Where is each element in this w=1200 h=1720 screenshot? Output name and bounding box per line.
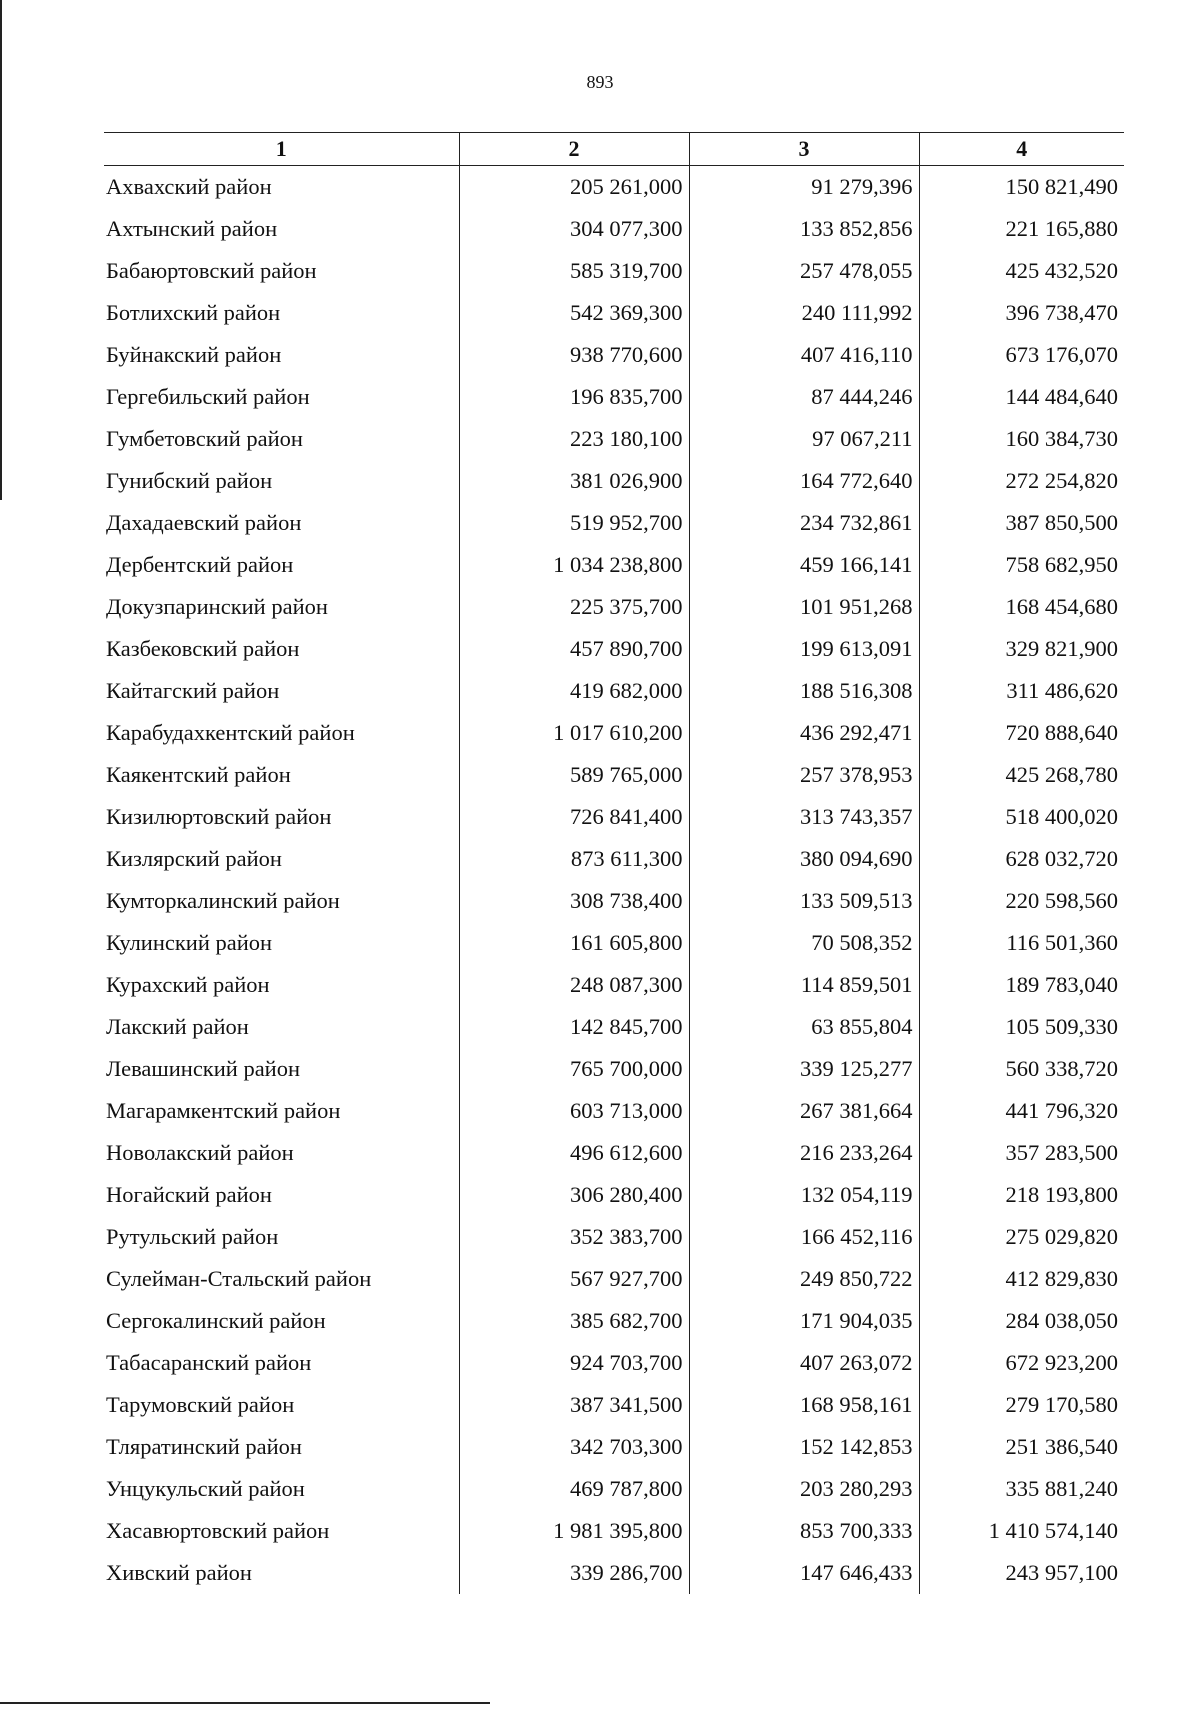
table-row [104, 796, 1124, 838]
column-2-value: 223 180,100 [459, 418, 689, 460]
column-3-value: 436 292,471 [689, 712, 919, 754]
column-4-value: 396 738,470 [919, 292, 1124, 334]
column-2-value: 469 787,800 [459, 1468, 689, 1510]
table-row [104, 166, 1124, 209]
column-3-value: 257 478,055 [689, 250, 919, 292]
district-name-cell: Ногайский район [106, 1182, 272, 1207]
district-name-cell: Гунибский район [106, 468, 273, 493]
column-2-value: 496 612,600 [459, 1132, 689, 1174]
column-3-value: 203 280,293 [689, 1468, 919, 1510]
column-2-value: 304 077,300 [459, 208, 689, 250]
table-row [104, 1552, 1124, 1594]
column-3-value: 459 166,141 [689, 544, 919, 586]
column-2-value: 603 713,000 [459, 1090, 689, 1132]
column-2-value: 308 738,400 [459, 880, 689, 922]
column-4-value: 272 254,820 [919, 460, 1124, 502]
district-name-cell: Дербентский район [106, 552, 294, 577]
column-2-value: 567 927,700 [459, 1258, 689, 1300]
column-3-value: 188 516,308 [689, 670, 919, 712]
column-4-value: 116 501,360 [919, 922, 1124, 964]
column-2-value: 419 682,000 [459, 670, 689, 712]
column-3-value: 234 732,861 [689, 502, 919, 544]
column-3-value: 166 452,116 [689, 1216, 919, 1258]
column-2-value: 1 017 610,200 [459, 712, 689, 754]
column-header-4: 4 [919, 133, 1124, 166]
column-3-value: 133 852,856 [689, 208, 919, 250]
table-row [104, 712, 1124, 754]
bottom-rule [0, 1702, 490, 1704]
column-4-value: 441 796,320 [919, 1090, 1124, 1132]
column-2-value: 1 034 238,800 [459, 544, 689, 586]
district-name-cell: Курахский район [106, 972, 270, 997]
column-4-value: 560 338,720 [919, 1048, 1124, 1090]
budget-table-container [104, 132, 1124, 1594]
table-row [104, 838, 1124, 880]
column-2-value: 726 841,400 [459, 796, 689, 838]
column-3-value: 133 509,513 [689, 880, 919, 922]
column-4-value: 220 598,560 [919, 880, 1124, 922]
column-4-value: 628 032,720 [919, 838, 1124, 880]
column-3-value: 114 859,501 [689, 964, 919, 1006]
column-3-value: 63 855,804 [689, 1006, 919, 1048]
budget-table [104, 132, 1124, 1594]
district-name-cell: Левашинский район [106, 1056, 301, 1081]
table-row [104, 1006, 1124, 1048]
column-4-value: 673 176,070 [919, 334, 1124, 376]
column-3-value: 168 958,161 [689, 1384, 919, 1426]
district-name-cell: Тляратинский район [106, 1434, 302, 1459]
column-3-value: 70 508,352 [689, 922, 919, 964]
column-2-value: 519 952,700 [459, 502, 689, 544]
column-3-value: 101 951,268 [689, 586, 919, 628]
district-name-cell: Кизилюртовский район [106, 804, 332, 829]
column-4-value: 335 881,240 [919, 1468, 1124, 1510]
column-2-value: 225 375,700 [459, 586, 689, 628]
district-name-cell: Кайтагский район [106, 678, 280, 703]
column-3-value: 407 416,110 [689, 334, 919, 376]
table-row [104, 628, 1124, 670]
district-name-cell: Хивский район [106, 1560, 252, 1585]
column-4-value: 425 268,780 [919, 754, 1124, 796]
table-row [104, 1384, 1124, 1426]
column-4-value: 518 400,020 [919, 796, 1124, 838]
column-2-value: 924 703,700 [459, 1342, 689, 1384]
column-2-value: 248 087,300 [459, 964, 689, 1006]
column-4-value: 311 486,620 [919, 670, 1124, 712]
header-row [104, 133, 1124, 166]
column-3-value: 407 263,072 [689, 1342, 919, 1384]
column-4-value: 1 410 574,140 [919, 1510, 1124, 1552]
column-4-value: 279 170,580 [919, 1384, 1124, 1426]
district-name-cell: Каякентский район [106, 762, 291, 787]
district-name-cell: Докузпаринский район [106, 594, 328, 619]
district-name-cell: Рутульский район [106, 1224, 279, 1249]
column-3-value: 199 613,091 [689, 628, 919, 670]
district-name-cell: Гергебильский район [106, 384, 310, 409]
column-3-value: 171 904,035 [689, 1300, 919, 1342]
table-row [104, 964, 1124, 1006]
column-4-value: 144 484,640 [919, 376, 1124, 418]
column-3-value: 313 743,357 [689, 796, 919, 838]
column-2-value: 457 890,700 [459, 628, 689, 670]
column-3-value: 339 125,277 [689, 1048, 919, 1090]
district-name-cell: Ахвахский район [106, 174, 272, 199]
column-4-value: 189 783,040 [919, 964, 1124, 1006]
column-2-value: 339 286,700 [459, 1552, 689, 1594]
table-row [104, 1048, 1124, 1090]
column-2-value: 381 026,900 [459, 460, 689, 502]
column-4-value: 150 821,490 [919, 166, 1124, 209]
table-row [104, 754, 1124, 796]
table-row [104, 250, 1124, 292]
column-4-value: 168 454,680 [919, 586, 1124, 628]
table-body [104, 166, 1124, 1595]
district-name-cell: Буйнакский район [106, 342, 282, 367]
table-row [104, 880, 1124, 922]
column-header-3: 3 [689, 133, 919, 166]
table-row [104, 1468, 1124, 1510]
table-row [104, 1510, 1124, 1552]
column-3-value: 216 233,264 [689, 1132, 919, 1174]
column-3-value: 257 378,953 [689, 754, 919, 796]
column-2-value: 161 605,800 [459, 922, 689, 964]
column-4-value: 275 029,820 [919, 1216, 1124, 1258]
column-4-value: 284 038,050 [919, 1300, 1124, 1342]
column-2-value: 589 765,000 [459, 754, 689, 796]
column-2-value: 352 383,700 [459, 1216, 689, 1258]
column-4-value: 160 384,730 [919, 418, 1124, 460]
column-4-value: 243 957,100 [919, 1552, 1124, 1594]
table-row [104, 1132, 1124, 1174]
column-4-value: 720 888,640 [919, 712, 1124, 754]
column-2-value: 306 280,400 [459, 1174, 689, 1216]
district-name-cell: Кумторкалинский район [106, 888, 340, 913]
column-2-value: 196 835,700 [459, 376, 689, 418]
column-3-value: 132 054,119 [689, 1174, 919, 1216]
column-3-value: 164 772,640 [689, 460, 919, 502]
column-2-value: 142 845,700 [459, 1006, 689, 1048]
column-4-value: 251 386,540 [919, 1426, 1124, 1468]
column-4-value: 357 283,500 [919, 1132, 1124, 1174]
district-name-cell: Сергокалинский район [106, 1308, 326, 1333]
district-name-cell: Унцукульский район [106, 1476, 305, 1501]
column-3-value: 152 142,853 [689, 1426, 919, 1468]
column-header-2: 2 [459, 133, 689, 166]
column-4-value: 387 850,500 [919, 502, 1124, 544]
column-2-value: 585 319,700 [459, 250, 689, 292]
table-header [104, 133, 1124, 166]
table-row [104, 1258, 1124, 1300]
column-header-1: 1 [104, 133, 459, 166]
table-row [104, 1090, 1124, 1132]
district-name-cell: Кизлярский район [106, 846, 282, 871]
column-4-value: 329 821,900 [919, 628, 1124, 670]
column-3-value: 147 646,433 [689, 1552, 919, 1594]
table-row [104, 1216, 1124, 1258]
table-row [104, 208, 1124, 250]
table-row [104, 1300, 1124, 1342]
table-row [104, 586, 1124, 628]
column-3-value: 240 111,992 [689, 292, 919, 334]
table-row [104, 544, 1124, 586]
column-4-value: 412 829,830 [919, 1258, 1124, 1300]
column-2-value: 1 981 395,800 [459, 1510, 689, 1552]
district-name-cell: Табасаранский район [106, 1350, 312, 1375]
column-4-value: 672 923,200 [919, 1342, 1124, 1384]
column-2-value: 542 369,300 [459, 292, 689, 334]
column-4-value: 758 682,950 [919, 544, 1124, 586]
district-name-cell: Магарамкентский район [106, 1098, 341, 1123]
table-row [104, 334, 1124, 376]
column-4-value: 218 193,800 [919, 1174, 1124, 1216]
table-row [104, 502, 1124, 544]
table-row [104, 922, 1124, 964]
table-row [104, 418, 1124, 460]
column-2-value: 873 611,300 [459, 838, 689, 880]
column-3-value: 87 444,246 [689, 376, 919, 418]
district-name-cell: Сулейман-Стальский район [106, 1266, 372, 1291]
column-2-value: 387 341,500 [459, 1384, 689, 1426]
column-3-value: 267 381,664 [689, 1090, 919, 1132]
table-row [104, 1174, 1124, 1216]
table-row [104, 292, 1124, 334]
table-row [104, 670, 1124, 712]
column-2-value: 385 682,700 [459, 1300, 689, 1342]
column-2-value: 938 770,600 [459, 334, 689, 376]
column-2-value: 765 700,000 [459, 1048, 689, 1090]
table-row [104, 1342, 1124, 1384]
column-4-value: 221 165,880 [919, 208, 1124, 250]
district-name-cell: Дахадаевский район [106, 510, 302, 535]
column-2-value: 205 261,000 [459, 166, 689, 209]
column-3-value: 380 094,690 [689, 838, 919, 880]
district-name-cell: Ахтынский район [106, 216, 278, 241]
column-3-value: 853 700,333 [689, 1510, 919, 1552]
column-3-value: 91 279,396 [689, 166, 919, 209]
district-name-cell: Бабаюртовский район [106, 258, 317, 283]
district-name-cell: Хасавюртовский район [106, 1518, 330, 1543]
district-name-cell: Гумбетовский район [106, 426, 303, 451]
district-name-cell: Лакский район [106, 1014, 249, 1039]
column-2-value: 342 703,300 [459, 1426, 689, 1468]
district-name-cell: Карабудахкентский район [106, 720, 355, 745]
column-4-value: 105 509,330 [919, 1006, 1124, 1048]
district-name-cell: Тарумовский район [106, 1392, 295, 1417]
column-3-value: 97 067,211 [689, 418, 919, 460]
table-row [104, 1426, 1124, 1468]
table-row [104, 460, 1124, 502]
district-name-cell: Кулинский район [106, 930, 273, 955]
column-3-value: 249 850,722 [689, 1258, 919, 1300]
page-number: 893 [586, 72, 614, 92]
district-name-cell: Казбековский район [106, 636, 300, 661]
table-row [104, 376, 1124, 418]
district-name-cell: Новолакский район [106, 1140, 294, 1165]
district-name-cell: Ботлихский район [106, 300, 281, 325]
column-4-value: 425 432,520 [919, 250, 1124, 292]
